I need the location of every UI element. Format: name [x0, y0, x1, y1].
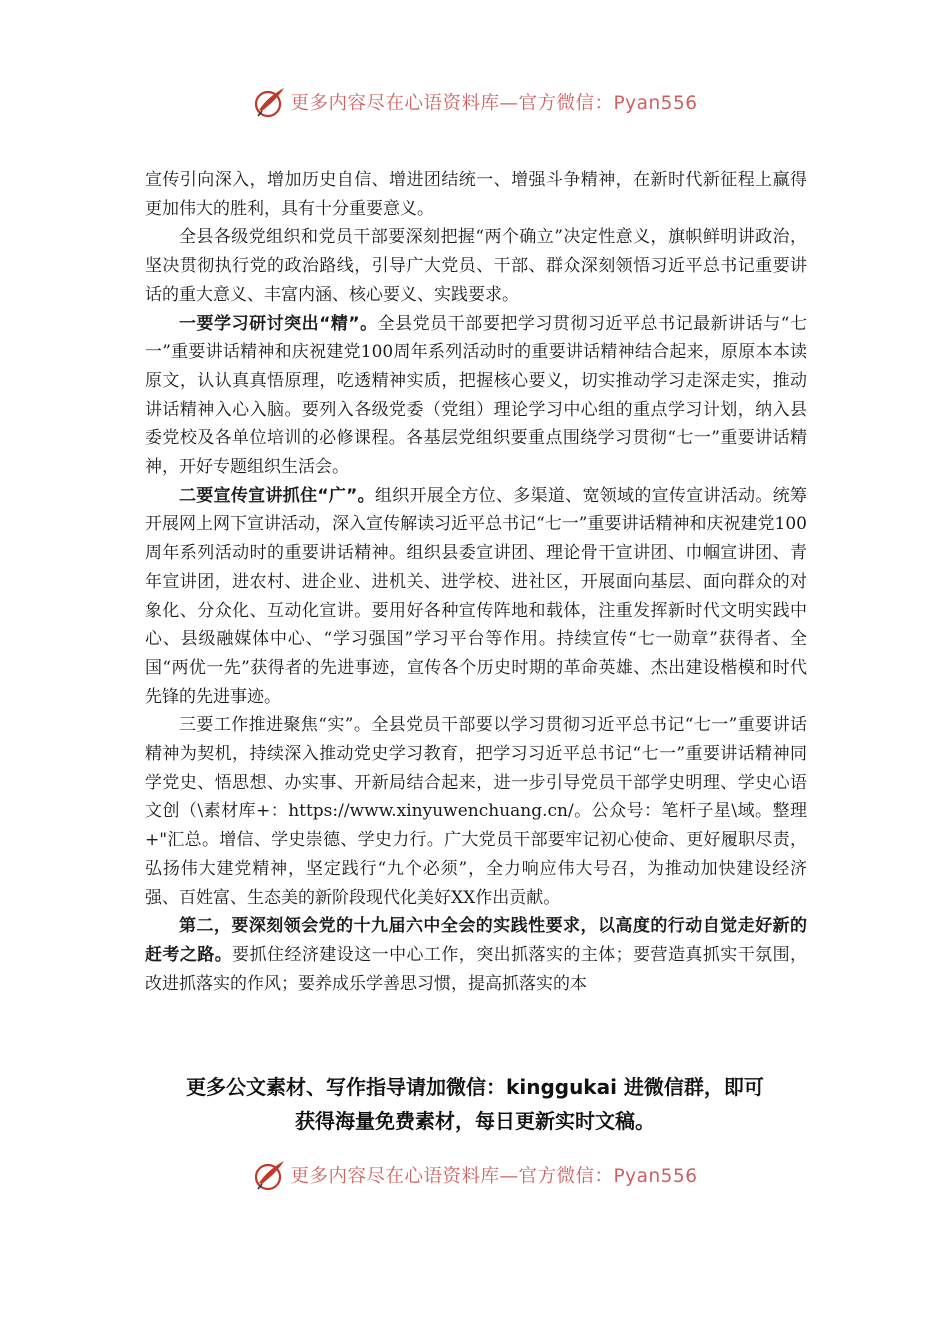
- paragraph-3-text: 全县党员干部要把学习贯彻习近平总书记最新讲话与“七一”重要讲话精神和庆祝建党100周年系列活动时的重要讲话精神结合起来，原原本本读原文，认认真真悟原理，吃透精神实质，把握核心要义，切实推动学习走深走实，推动讲话精神入心入脑。要列入各级党委（党组）理论学习中心组的重点学习计划，纳入县委党校及各单位培训的必修课程。各基层党组织要重点围绕学习贯彻“七一”重要讲话精神，开好专题组织生活会。: [145, 313, 807, 478]
- document-body: [145, 166, 807, 998]
- header-banner-text: 更多内容尽在心语资料库—官方微信：Pyan556: [290, 93, 698, 114]
- paragraph-3: [145, 310, 807, 482]
- promo-line-1: 更多公文素材、写作指导请加微信：kinggukai 进微信群，即可: [186, 1075, 764, 1099]
- paragraph-2: 全县各级党组织和党员干部要深刻把握“两个确立”决定性意义，旗帜鲜明讲政治，坚决贯彻执行党的政治路线，引导广大党员、干部、群众深刻领悟习近平总书记重要讲话的重大意义、丰富内涵、核心要义、实践要求。: [145, 227, 807, 305]
- footer-banner-text: 更多内容尽在心语资料库—官方微信：Pyan556: [290, 1166, 698, 1187]
- paragraph-6-text: 要抓住经济建设这一中心工作，突出抓落实的主体；要营造真抓实干氛围，改进抓落实的作风；要养成乐学善思习惯，提高抓落实的本: [145, 944, 808, 994]
- footer-wechat-id: Pyan556: [613, 1166, 698, 1187]
- footer-banner: [0, 1155, 950, 1195]
- paragraph-1: 宣传引向深入，增加历史自信、增进团结统一、增强斗争精神，在新时代新征程上赢得更加伟大的胜利，具有十分重要意义。: [145, 170, 807, 219]
- paragraph-6: [145, 912, 807, 998]
- promo-notice: [0, 1070, 950, 1138]
- paragraph-4: [145, 482, 807, 712]
- paragraph-4-text: 组织开展全方位、多渠道、宽领域的宣传宣讲活动。统筹开展网上网下宣讲活动，深入宣传解读习近平总书记“七一”重要讲话精神和庆祝建党100周年系列活动时的重要讲话精神。组织县委宣讲团、理论骨干宣讲团、巾帼宣讲团、青年宣讲团，进农村、进企业、进机关、进学校、进社区，开展面向基层、面向群众的对象化、分众化、互动化宣讲。要用好各种宣传阵地和载体，注重发挥新时代文明实践中心、县级融媒体中心、“学习强国”学习平台等作用。持续宣传“七一勋章”获得者、全国“两优一先”获得者的先进事迹，宣传各个历史时期的革命英雄、杰出建设楷模和时代先锋的先进事迹。: [145, 485, 807, 707]
- promo-line-2: 获得海量免费素材，每日更新实时文稿。: [295, 1109, 655, 1133]
- header-banner: [0, 82, 950, 122]
- quill-logo-icon: [253, 85, 287, 119]
- paragraph-5: 三要工作推进聚焦“实”。全县党员干部要以学习贯彻习近平总书记“七一”重要讲话精神为契机，持续深入推动党史学习教育，把学习习近平总书记“七一”重要讲话精神同学党史、悟思想、办实事、开新局结合起来，进一步引导党员干部学史明理、学史心语文创（\素材库+：https://www.xinyuwenchuang.cn/。公众号：笔杆子星\域。整理+"汇总。增信、学史崇德、学史力行。广大党员干部要牢记初心使命、更好履职尽责，弘扬伟大建党精神，坚定践行“九个必须”，全力响应伟大号召，为推动加快建设经济强、百姓富、生态美的新阶段现代化美好XX作出贡献。: [145, 715, 807, 908]
- header-wechat-id: Pyan556: [613, 93, 698, 114]
- paragraph-4-heading: 二要宣传宣讲抓住“广”。: [179, 485, 375, 506]
- quill-logo-icon: [253, 1158, 287, 1192]
- paragraph-6-heading: 第二，要深刻领会党的十九届六中全会的实践性要求，以高度的行动自觉走好新的赶考之路。: [145, 916, 807, 965]
- paragraph-3-heading: 一要学习研讨突出“精”。: [179, 313, 378, 334]
